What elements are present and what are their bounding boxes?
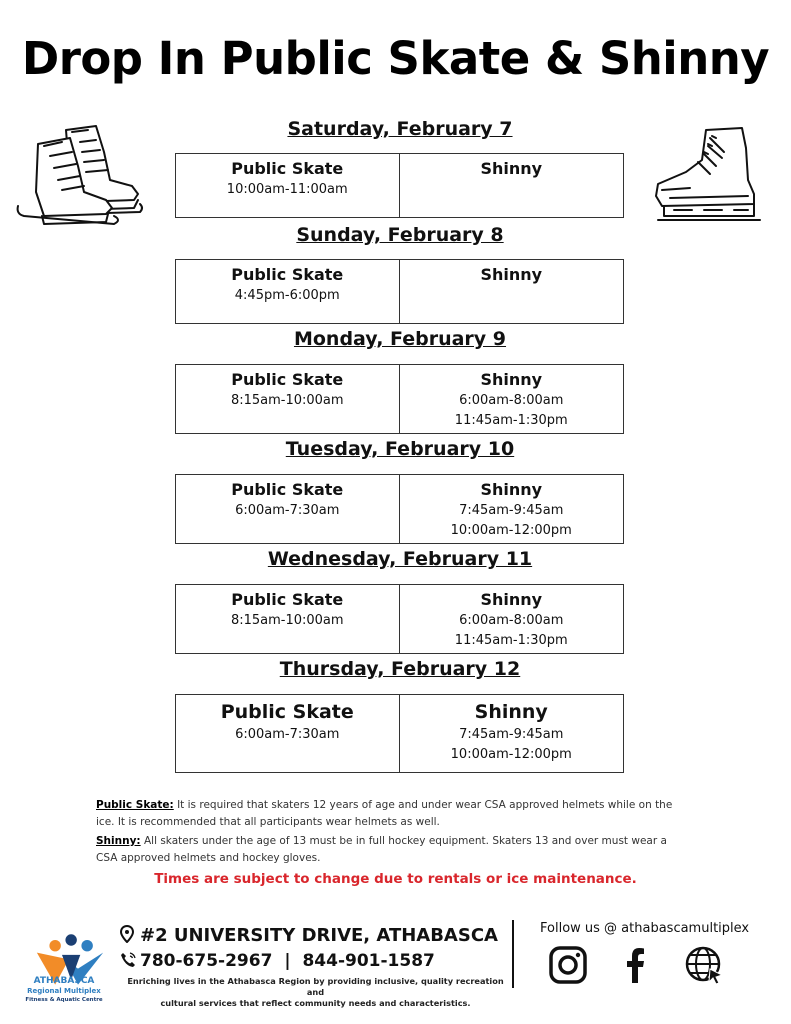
public-skate-label: Public Skate <box>220 701 354 723</box>
shinny-time: 10:00am-12:00pm <box>450 747 572 762</box>
page-title: Drop In Public Skate & Shinny <box>21 32 770 85</box>
shinny-label: Shinny <box>474 701 548 723</box>
public-skate-label: Public Skate <box>231 159 344 178</box>
footer-phones <box>120 951 435 971</box>
location-pin-icon <box>120 925 134 943</box>
facebook-icon[interactable] <box>615 945 655 985</box>
public-skate-column <box>176 260 400 323</box>
shinny-label: Shinny <box>480 370 543 389</box>
shinny-note-text-2: CSA approved helmets and hockey gloves. <box>96 852 321 864</box>
shinny-time: 10:00am-12:00pm <box>450 523 572 538</box>
footer-divider <box>512 920 514 988</box>
skate-time: 8:15am-10:00am <box>230 613 344 628</box>
phone-separator: | <box>284 951 291 971</box>
shinny-time: 11:45am-1:30pm <box>454 413 568 428</box>
phone-icon <box>120 952 136 968</box>
shinny-label: Shinny <box>480 265 543 284</box>
skate-time: 8:15am-10:00am <box>230 393 344 408</box>
skate-time: 6:00am-7:30am <box>235 503 340 518</box>
shinny-time: 7:45am-9:45am <box>459 727 564 742</box>
footer-tagline <box>118 976 513 1009</box>
schedule-box <box>175 259 624 324</box>
shinny-note-text: All skaters under the age of 13 must be in full hockey equipment. Skaters 13 and over must wear a <box>140 835 667 847</box>
phone-number-2[interactable]: 844-901-1587 <box>302 951 435 971</box>
schedule-box <box>175 364 624 434</box>
follow-us-text: Follow us @ athabascamultiplex <box>540 921 750 936</box>
schedule-box <box>175 474 624 544</box>
skate-time: 6:00am-7:30am <box>235 727 340 742</box>
instagram-icon[interactable] <box>548 945 588 985</box>
logo-wordmark <box>18 976 110 1004</box>
day-heading: Saturday, February 7 <box>287 118 513 140</box>
public-skate-column <box>176 475 400 543</box>
public-skate-column <box>176 154 400 217</box>
logo-line-2: Regional Multiplex <box>27 987 101 995</box>
day-heading: Sunday, February 8 <box>296 224 504 246</box>
shinny-label: Shinny <box>480 590 543 609</box>
public-skate-note <box>96 797 696 831</box>
day-heading: Tuesday, February 10 <box>285 438 515 460</box>
address-text: #2 UNIVERSITY DRIVE, ATHABASCA <box>140 925 498 946</box>
shinny-time: 6:00am-8:00am <box>459 613 564 628</box>
day-heading: Thursday, February 12 <box>279 658 521 680</box>
skate-time: 4:45pm-6:00pm <box>234 288 340 303</box>
public-skate-column <box>176 365 400 433</box>
schedule-box <box>175 694 624 773</box>
phone-number-1[interactable]: 780-675-2967 <box>140 951 273 971</box>
public-skate-label: Public Skate <box>231 480 344 499</box>
figure-skates-illustration <box>14 122 144 228</box>
shinny-column <box>400 475 624 543</box>
shinny-time: 6:00am-8:00am <box>459 393 564 408</box>
shinny-label: Shinny <box>480 480 543 499</box>
logo-line-3: Fitness & Aquatic Centre <box>25 997 103 1003</box>
shinny-column <box>400 365 624 433</box>
tagline-line-1: Enriching lives in the Athabasca Region by providing inclusive, quality recreation and <box>127 976 504 997</box>
public-skate-label: Public Skate <box>231 370 344 389</box>
shinny-column <box>400 154 624 217</box>
public-skate-column <box>176 585 400 653</box>
logo-line-1: ATHABASCA <box>33 976 95 986</box>
footer-address <box>120 925 498 946</box>
shinny-time: 7:45am-9:45am <box>459 503 564 518</box>
skate-time: 10:00am-11:00am <box>226 182 348 197</box>
public-skate-column <box>176 695 400 772</box>
hockey-skate-illustration <box>650 124 782 226</box>
shinny-column <box>400 260 624 323</box>
schedule-warning: Times are subject to change due to rentals or ice maintenance. <box>154 871 637 887</box>
day-heading: Wednesday, February 11 <box>267 548 533 570</box>
public-skate-note-text: It is required that skaters 12 years of age and under wear CSA approved helmets while on the <box>173 799 673 811</box>
public-skate-note-label: Public Skate: <box>96 799 174 811</box>
shinny-label: Shinny <box>480 159 543 178</box>
shinny-column <box>400 585 624 653</box>
day-heading: Monday, February 9 <box>293 328 507 350</box>
public-skate-label: Public Skate <box>231 265 344 284</box>
shinny-column <box>400 695 624 772</box>
schedule-box <box>175 584 624 654</box>
shinny-note-label: Shinny: <box>96 835 141 847</box>
website-globe-icon[interactable] <box>684 945 724 985</box>
public-skate-note-text-2: ice. It is recommended that all participants wear helmets as well. <box>96 816 440 828</box>
shinny-note <box>96 833 696 867</box>
shinny-time: 11:45am-1:30pm <box>454 633 568 648</box>
tagline-line-2: cultural services that reflect community needs and characteristics. <box>160 998 471 1008</box>
public-skate-label: Public Skate <box>231 590 344 609</box>
schedule-box <box>175 153 624 218</box>
